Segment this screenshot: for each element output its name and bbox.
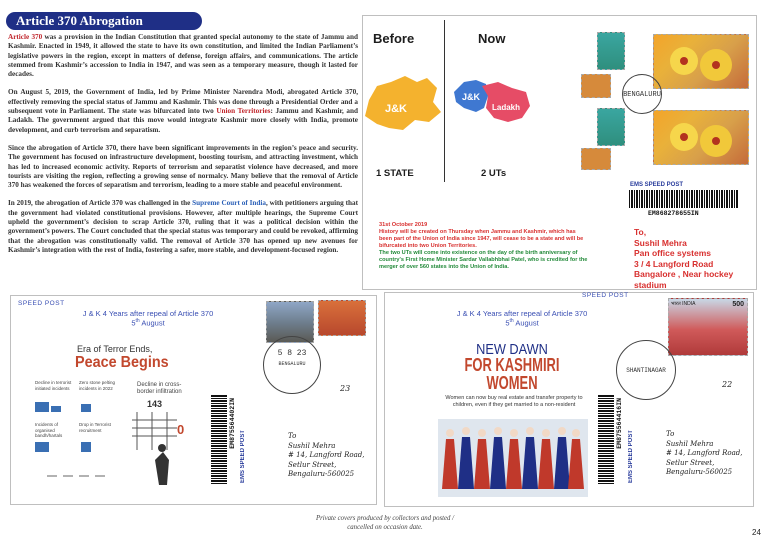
- small-stamp-2: [581, 148, 611, 170]
- two-uts-label: 2 UTs: [481, 168, 507, 179]
- jk-map-before: [355, 72, 447, 140]
- heritage-building-stamp: [668, 298, 748, 356]
- women-text: WOMEN: [486, 373, 538, 393]
- paragraph-3: Since the abrogation of Article 370, there have been significant improvements in the region’s peace and security. The government has focused on infrastructure development, boosting tourism, and attracting investment, which has led to increased economic activity. Reports of terrorism and separatist violence have decreased, and more tourists are visiting the region, reflecting a growing sense of normalcy. Many believe that the removal of Article 370 has weakened the forces of separatism and terrorism, leading to a more stable and peaceful environment.: [8, 143, 358, 190]
- page-number: 24: [752, 528, 761, 537]
- flower-stamp-2: [653, 110, 749, 165]
- stamp-value: 500: [732, 301, 744, 308]
- lily-icon: [654, 35, 749, 89]
- jk-label: J&K: [385, 103, 408, 115]
- address-line: Pan office systems: [634, 248, 712, 258]
- decline-infiltration: Decline in cross-border infiltration: [137, 382, 182, 395]
- cancel-date: 5 8 23: [277, 349, 307, 358]
- flower-stamp-1: [653, 34, 749, 89]
- ladakh-ut-shape: [482, 82, 530, 122]
- address-line: Bengaluru-560025: [288, 470, 355, 478]
- speed-post-label-right: SPEED POST: [582, 292, 629, 299]
- paragraph-2: [8, 88, 358, 134]
- barcode-top: [629, 190, 739, 208]
- jk-ut-label: J&K: [462, 92, 481, 102]
- supreme-court-link[interactable]: Supreme Court of India: [192, 199, 266, 208]
- heading-line-1: J & K 4 Years after repeal of Article 370: [82, 309, 214, 318]
- mahatma-stamp: [318, 300, 366, 336]
- stamp-india-text: भारत INDIA: [671, 301, 696, 307]
- barcode-number-top: EM868278655IN: [648, 210, 699, 217]
- figure-caption: Private covers produced by collectors and posted / cancelled on occasion date.: [315, 515, 455, 531]
- peace-begins-text: Peace Begins: [75, 354, 169, 371]
- address-line: Sushil Mehra: [666, 439, 714, 448]
- cover-heading-left: [58, 309, 238, 328]
- infiltration-zero: 0: [177, 422, 185, 437]
- address-line: 3 / 4 Langford Road: [634, 258, 714, 269]
- address-right: [666, 430, 742, 478]
- ut-map-now: [452, 78, 532, 140]
- union-territories-link[interactable]: Union Territories: [216, 107, 271, 116]
- ems-label-left: EMS SPEED POST: [240, 430, 246, 484]
- paragraph-4: [8, 199, 358, 255]
- ladakh-label: Ladakh: [492, 103, 521, 112]
- one-state-label: 1 STATE: [376, 168, 414, 179]
- speed-post-label-left: SPEED POST: [18, 300, 65, 307]
- dancers-illustration: [438, 419, 588, 497]
- address-line: # 14, Langford Road,: [288, 451, 365, 459]
- barcode-number-right: EM875564416IN: [616, 398, 623, 449]
- cover-heading-right: [432, 309, 612, 328]
- postmark-cancel-right: SHANTINAGAR: [616, 340, 676, 400]
- infiltration-143: 143: [147, 399, 163, 409]
- paragraph-2-text-b: : Jammu and Kashmir, and Ladakh. The government argued that this move would integrate Kashmir more closely with India, promote development, and curb terrorism and separatism.: [8, 107, 358, 134]
- ems-label-right: EMS SPEED POST: [628, 430, 634, 484]
- women-poster: [432, 333, 592, 498]
- address-line: Bangalore , Near hockey stadium: [634, 269, 734, 290]
- barcode-left: [211, 394, 227, 484]
- ems-speed-post-label: EMS SPEED POST: [630, 182, 684, 188]
- women-subtext: Women can now buy real estate and transfer property to children, even if they get married to a non-resident: [445, 395, 583, 408]
- now-label: Now: [478, 31, 506, 46]
- small-stamp-1: [581, 74, 611, 98]
- address-line: # 14, Langford Road,: [666, 449, 743, 457]
- address-line: To: [288, 432, 297, 440]
- address-left: [288, 432, 364, 480]
- paragraph-1: [8, 33, 358, 79]
- address-line: Sushil Mehra: [634, 237, 687, 248]
- heading-line-2: 5th August: [505, 318, 539, 328]
- postmark-cancel-top: BENGALURU: [622, 74, 662, 114]
- paragraph-2-text-a: On August 5, 2019, the Government of India, led by Prime Minister Narendra Modi, abrogated Article 370, effectively removing the special status of Jammu and Kashmir. This was done through a Presidential Order and a subsequent vote in Parliament. The state was bifurcated into two: [8, 88, 358, 116]
- stat-stone-pelting: Zero stone pelting incidents in 2022: [79, 380, 116, 391]
- barcode-number-left: EM875564402IN: [229, 398, 236, 449]
- heading-line-2: 5th August: [131, 318, 165, 328]
- paragraph-4-text-b: , with petitioners arguing that the government had violated constitutional provisions. However, after multiple hearings, the Supreme Court upheld the government’s decision to scrap Article 370, ruling that it was a political decision within the government’s powers. The Court concluded that the special status was temporary and could be revoked, affirming that the abrogation was constitutionally valid. The removal of Article 370 has opened up new avenues for Kashmir’s integration with the rest of India, fostering a safer, more stable, and development-focused region.: [8, 199, 359, 254]
- for-kashmiri-text: FOR KASHMIRI: [464, 355, 560, 375]
- address-line: Setlur Street,: [288, 460, 337, 469]
- article-body: [8, 33, 358, 264]
- address-line: Bengaluru-560025: [666, 468, 733, 476]
- address-line: Sushil Mehra: [288, 441, 336, 450]
- peace-poster: [27, 332, 187, 497]
- address-line: Setlur Street,: [666, 458, 715, 467]
- note-date: 31st October 2019: [379, 222, 428, 228]
- barcode-right: [598, 394, 614, 484]
- note-red: History will be created on Thursday when Jammu and Kashmir, which has been part of the Union of India since 1947, will cease to be a state and will be bifurcated into two Union Territories.: [379, 229, 584, 249]
- stat-bandh: Incidents of organised bandh/hartals: [35, 422, 63, 438]
- address-line: To,: [634, 227, 647, 237]
- article-370-highlight: Article 370: [8, 33, 43, 41]
- map-stamp-1: [597, 32, 625, 70]
- cancel-city: BENGALURU: [278, 361, 306, 367]
- era-of-terror-text: Era of Terror Ends,: [77, 344, 153, 354]
- before-label: Before: [373, 31, 415, 46]
- lily-icon: [654, 111, 749, 165]
- peace-infographic-art: [27, 390, 187, 495]
- paragraph-4-text-a: In 2019, the abrogation of Article 370 was challenged in the: [8, 199, 193, 208]
- cover-note: [379, 222, 589, 271]
- stat-recruitment: Drop in Terrorist recruitment: [79, 422, 111, 433]
- address-line: To: [666, 430, 675, 438]
- address-top: [634, 227, 768, 301]
- map-stamp-2: [597, 108, 625, 146]
- handwritten-number-left: 23: [340, 384, 351, 393]
- new-dawn-text: NEW DAWN: [476, 341, 548, 358]
- heading-line-1: J & K 4 Years after repeal of Article 370: [456, 309, 588, 318]
- page-title: Article 370 Abrogation: [6, 12, 202, 30]
- postmark-cancel-left: [263, 336, 321, 394]
- note-green: The two UTs will come into existence on the day of the birth anniversary of country's First Home Minister Sardar Vallabhbhai Patel, who is credited for the merger of over 560 states into the Union of India.: [379, 250, 588, 270]
- handwritten-number-right: 22: [722, 380, 733, 389]
- paragraph-1-text: was a provision in the Indian Constitution that granted special autonomy to the state of Jammu and Kashmir. Enacted in 1949, it allowed the state to have its own constitution, and limited the Indian Parliament’s legislative powers in the region, except in matters of defense, foreign affairs, and communications. The article stemmed from Kashmir’s accession to India in 1947, and was seen as a temporary measure, though it lasted for decades.: [8, 33, 358, 79]
- stat-terror-incidents: Decline in terrorist initiated incidents: [35, 380, 72, 391]
